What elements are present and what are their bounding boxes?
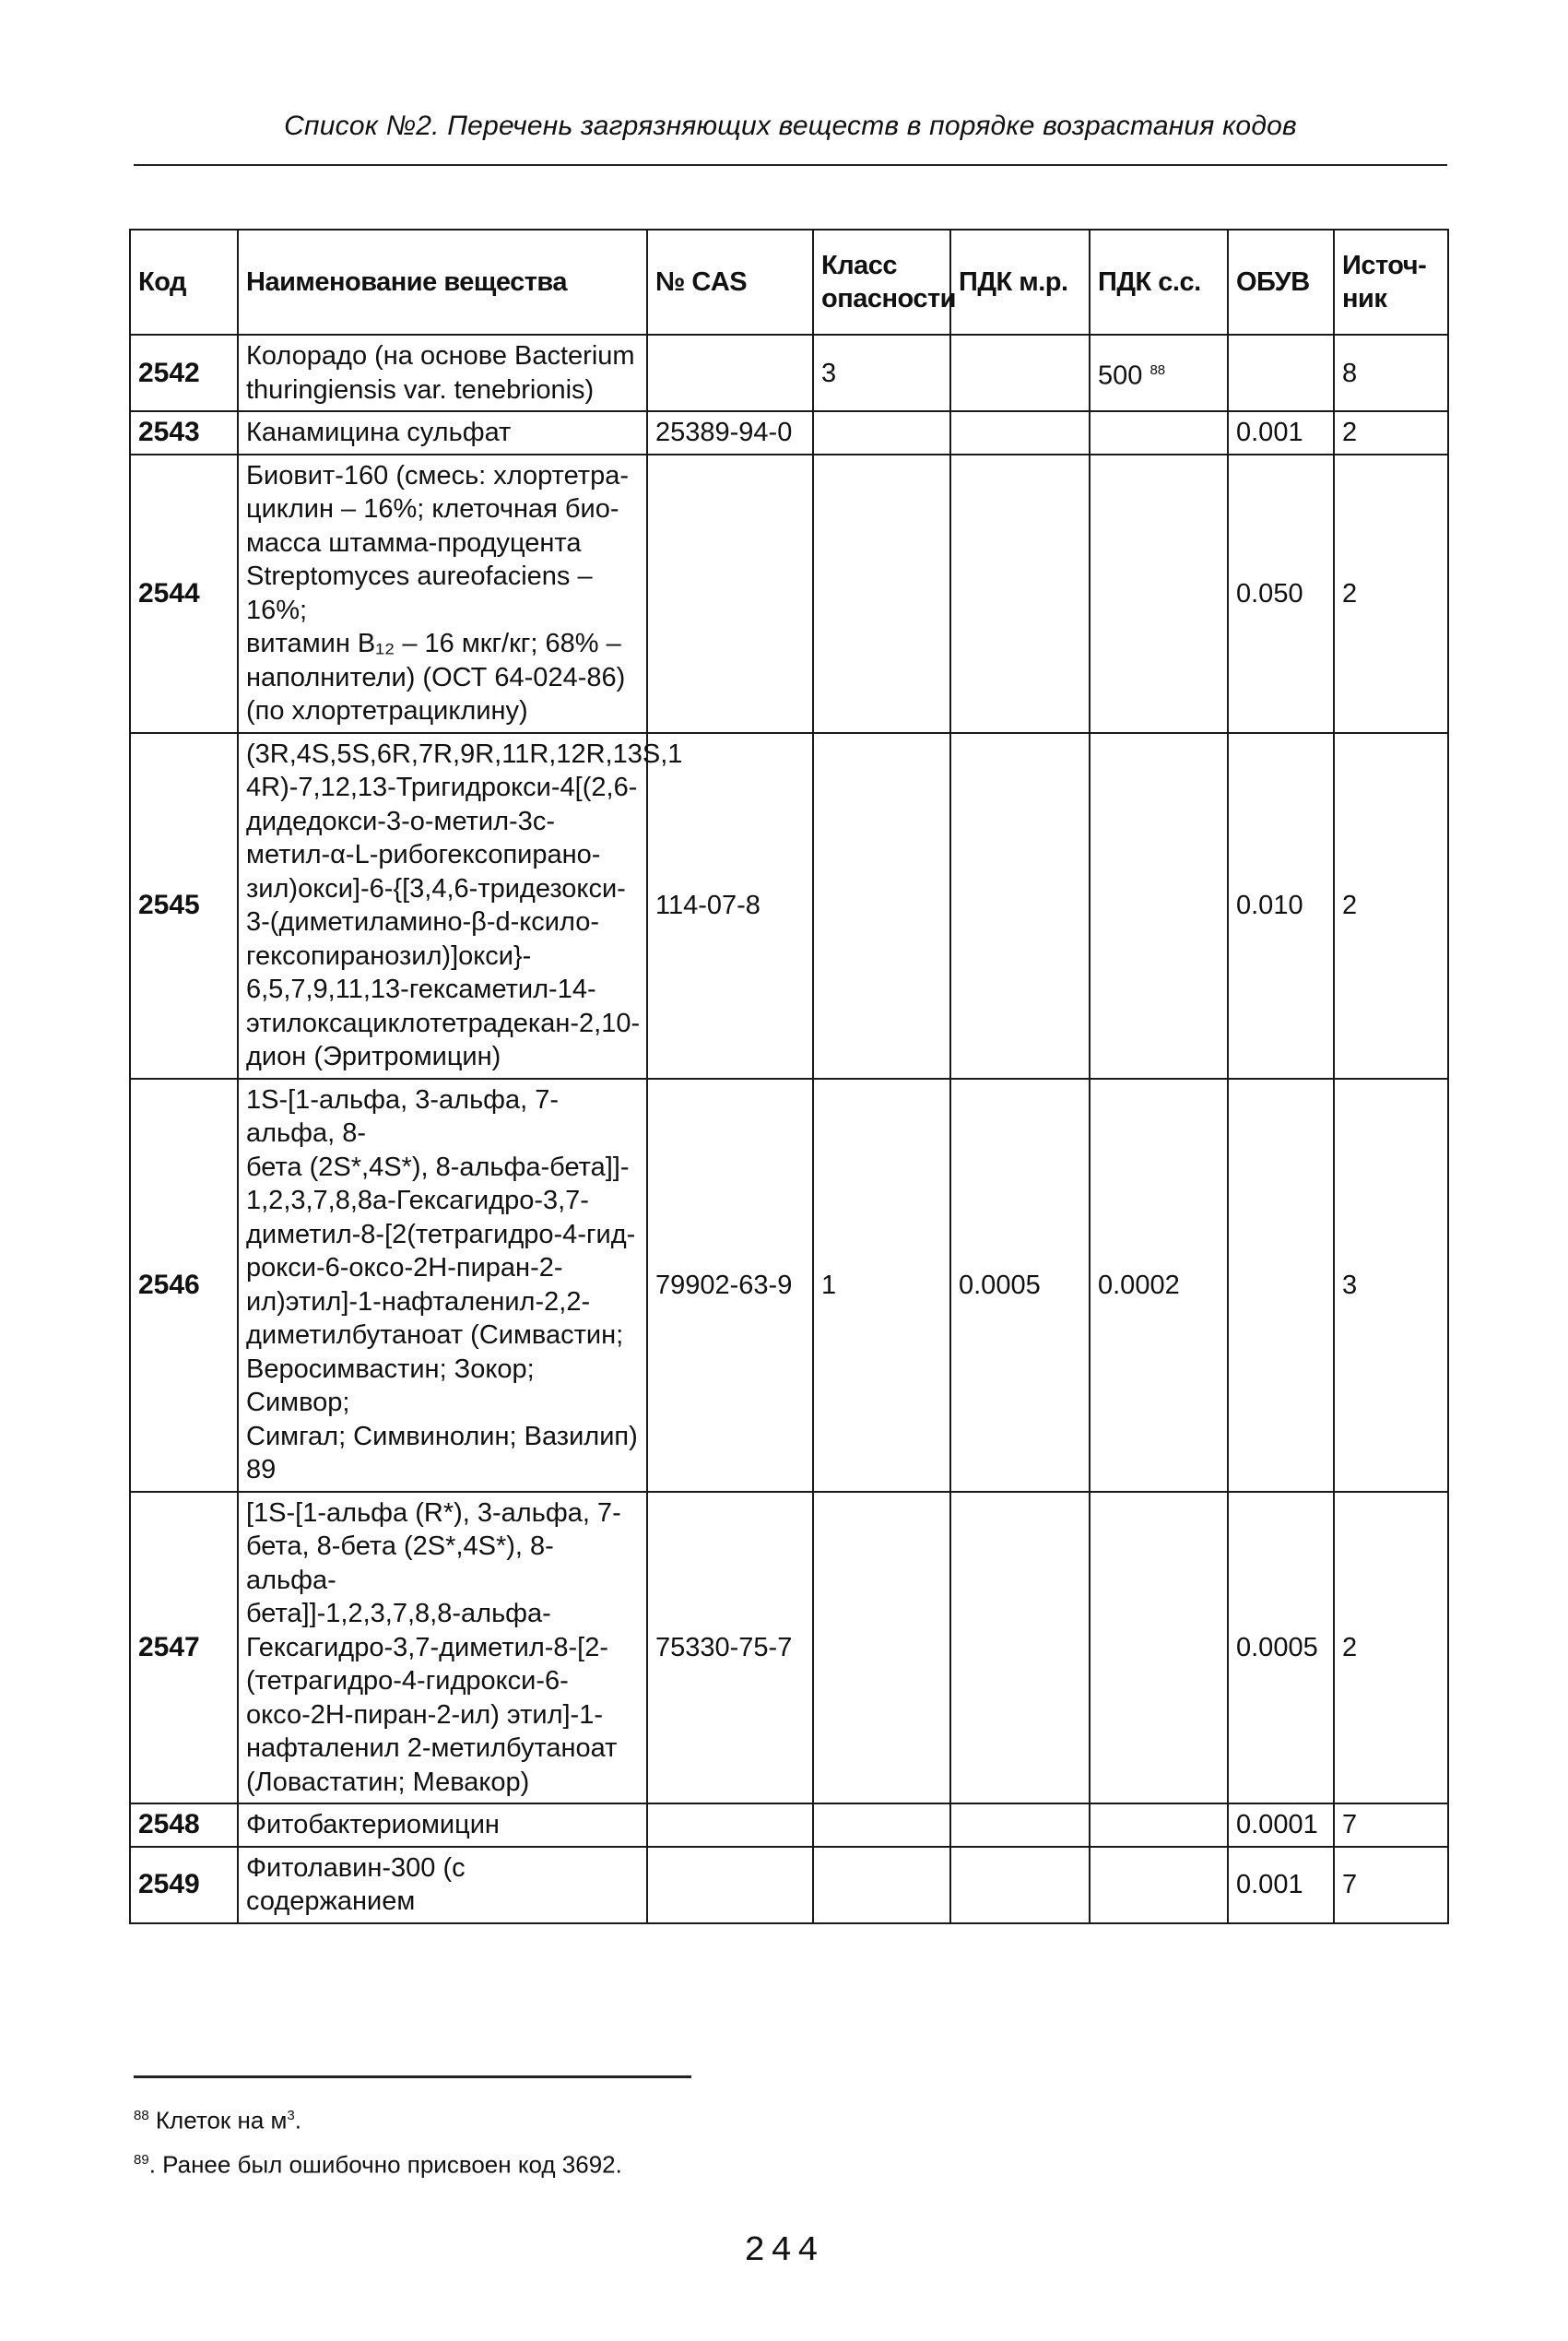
cell-name: (3R,4S,5S,6R,7R,9R,11R,12R,13S,1 4R)-7,12,13-Тригидрокси-4[(2,6- дидедокси-3-о-метил-3с- метил-α-L-рибогексопирано- зил)окси]-6-{[3,4,6-тридезокси- 3-(диметиламино-β-d-ксило- гексопиранозил)]окси}- 6,5,7,9,11,13-гексаметил-14- этилоксациклотетрадекан-2,10- дион (Эритромицин) [238, 733, 647, 1079]
cell-pdk-ss [1090, 1803, 1228, 1847]
cell-name: Биовит-160 (смесь: хлортетра- циклин – 16%; клеточная био- масса штамма-продуцента Streptomyces aureofaciens – 16%; витамин B₁₂ – 16 мкг/кг; 68% – наполнители) (ОСТ 64-024-86) (по хлортетрациклину) [238, 455, 647, 733]
cell-pdk-ss [1090, 1847, 1228, 1923]
footnote-88 [134, 2100, 301, 2136]
table-row [130, 1492, 1448, 1804]
cell-hazard-class [813, 1803, 950, 1847]
cell-name: Канамицина сульфат [238, 411, 647, 455]
col-header-cas: № CAS [647, 230, 813, 335]
cell-obuv: 0.050 [1228, 455, 1334, 733]
footnote-mark: 89 [134, 2152, 149, 2168]
cell-source: 2 [1334, 411, 1448, 455]
cell-name: Фитолавин-300 (с содержанием [238, 1847, 647, 1923]
cell-pdk-mr [950, 411, 1090, 455]
cell-code: 2542 [130, 335, 238, 411]
cell-hazard-class [813, 455, 950, 733]
cell-name: [1S-[1-альфа (R*), 3-альфа, 7- бета, 8-бета (2S*,4S*), 8-альфа- бета]]-1,2,3,7,8,8-альфа- Гексагидро-3,7-диметил-8-[2- (тетрагидро-4-гидрокси-6- оксо-2Н-пиран-2-ил) этил]-1- нафталенил 2-метилбутаноат (Ловастатин; Мевакор) [238, 1492, 647, 1804]
cell-pdk-ss [1090, 733, 1228, 1079]
cell-hazard-class [813, 733, 950, 1079]
cell-pdk-mr [950, 1803, 1090, 1847]
cell-source: 2 [1334, 455, 1448, 733]
cell-obuv [1228, 1079, 1334, 1492]
col-header-obuv: ОБУВ [1228, 230, 1334, 335]
header-rule [134, 164, 1447, 166]
col-header-code: Код [130, 230, 238, 335]
cell-code: 2544 [130, 455, 238, 733]
cell-cas [647, 455, 813, 733]
pdk-ss-value: 500 [1098, 361, 1143, 391]
cell-pdk-mr [950, 1847, 1090, 1923]
cell-pdk-ss [1090, 335, 1228, 411]
col-header-pdk-ss: ПДК с.с. [1090, 230, 1228, 335]
cell-name: Фитобактериомицин [238, 1803, 647, 1847]
cell-code: 2546 [130, 1079, 238, 1492]
cell-name: 1S-[1-альфа, 3-альфа, 7-альфа, 8- бета (2S*,4S*), 8-альфа-бета]]- 1,2,3,7,8,8а-Гексагидро-3,7- диметил-8-[2(тетрагидро-4-гид- рокси-6-оксо-2Н-пиран-2- ил)этил]-1-нафталенил-2,2- диметилбутаноат (Симвастин; Веросимвастин; Зокор; Симвор; Симгал; Симвинолин; Вазилип) 89 [238, 1079, 647, 1492]
cell-pdk-ss [1090, 411, 1228, 455]
cell-pdk-mr [950, 733, 1090, 1079]
table-row [130, 411, 1448, 455]
cell-cas [647, 335, 813, 411]
cell-cas: 114-07-8 [647, 733, 813, 1079]
cell-hazard-class [813, 411, 950, 455]
cell-source: 2 [1334, 733, 1448, 1079]
table-row [130, 1847, 1448, 1923]
cell-hazard-class [813, 1492, 950, 1804]
cell-source: 8 [1334, 335, 1448, 411]
col-header-hazard-class: Класс опасности [813, 230, 950, 335]
footnote-tail: . [294, 2106, 301, 2134]
running-header: Список №2. Перечень загрязняющих веществ в порядке возрастания кодов [284, 111, 1297, 141]
table-header-row [130, 230, 1448, 335]
cell-hazard-class: 1 [813, 1079, 950, 1492]
cell-obuv: 0.0001 [1228, 1803, 1334, 1847]
table-row [130, 1803, 1448, 1847]
pollutants-table [129, 229, 1449, 1924]
footnote-text: . Ранее был ошибочно присвоен код 3692. [148, 2150, 622, 2179]
cell-obuv: 0.010 [1228, 733, 1334, 1079]
cell-pdk-mr [950, 335, 1090, 411]
cell-code: 2543 [130, 411, 238, 455]
cell-source: 3 [1334, 1079, 1448, 1492]
footnote-text: Клеток на м [148, 2106, 288, 2134]
cell-hazard-class: 3 [813, 335, 950, 411]
cell-pdk-ss [1090, 1492, 1228, 1804]
cell-source: 7 [1334, 1803, 1448, 1847]
cell-pdk-mr [950, 1492, 1090, 1804]
table-row [130, 455, 1448, 733]
cell-code: 2548 [130, 1803, 238, 1847]
cell-hazard-class [813, 1847, 950, 1923]
cell-cas: 25389-94-0 [647, 411, 813, 455]
cell-obuv: 0.001 [1228, 1847, 1334, 1923]
cell-cas: 79902-63-9 [647, 1079, 813, 1492]
footnote-superscript: 3 [287, 2108, 295, 2123]
cell-cas: 75330-75-7 [647, 1492, 813, 1804]
cell-pdk-ss: 0.0002 [1090, 1079, 1228, 1492]
cell-pdk-ss [1090, 455, 1228, 733]
table-row [130, 733, 1448, 1079]
footnote-89 [134, 2145, 622, 2181]
footnote-rule [134, 2075, 691, 2078]
table-row [130, 335, 1448, 411]
col-header-name: Наименование вещества [238, 230, 647, 335]
cell-obuv: 0.001 [1228, 411, 1334, 455]
col-header-pdk-mr: ПДК м.р. [950, 230, 1090, 335]
cell-pdk-mr: 0.0005 [950, 1079, 1090, 1492]
cell-source: 7 [1334, 1847, 1448, 1923]
cell-obuv: 0.0005 [1228, 1492, 1334, 1804]
cell-cas [647, 1803, 813, 1847]
cell-name: Колорадо (на основе Bacterium thuringiensis var. tenebrionis) [238, 335, 647, 411]
page-number: 244 [744, 2231, 824, 2271]
cell-source: 2 [1334, 1492, 1448, 1804]
footnote-ref-88: 88 [1149, 361, 1166, 378]
col-header-source: Источ-ник [1334, 230, 1448, 335]
cell-obuv [1228, 335, 1334, 411]
cell-cas [647, 1847, 813, 1923]
footnote-mark: 88 [134, 2108, 149, 2123]
cell-code: 2545 [130, 733, 238, 1079]
table-row [130, 1079, 1448, 1492]
cell-pdk-mr [950, 455, 1090, 733]
cell-code: 2549 [130, 1847, 238, 1923]
cell-code: 2547 [130, 1492, 238, 1804]
